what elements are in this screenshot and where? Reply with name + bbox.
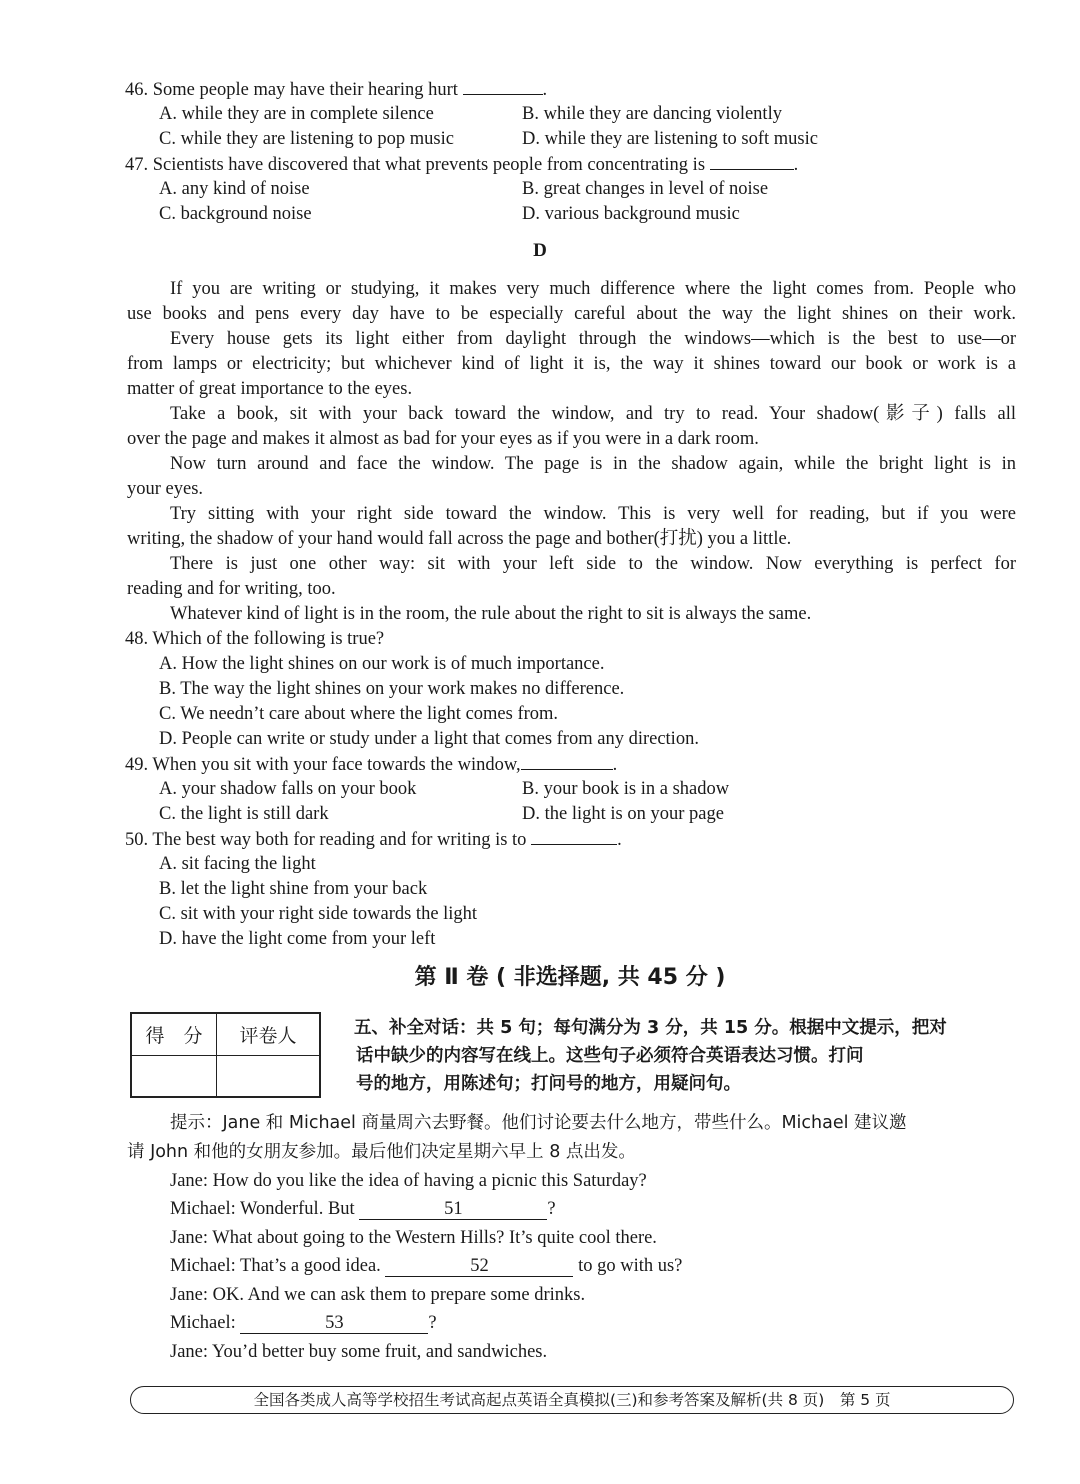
passage-line: Whatever kind of light is in the room, the rule about the right to sit is always the same. [170,604,812,624]
hint-line: 请 John 和他的女朋友参加。最后他们决定星期六早上 8 点出发。 [127,1142,636,1162]
answer-blank [463,77,543,95]
question-50-stem: 50. The best way both for reading and for writing is to . [125,827,622,852]
instruction-line: 五、补全对话：共 5 句；每句满分为 3 分，共 15 分。根据中文提示，把对 [354,1018,947,1038]
passage-line: If you are writing or studying, it makes very much difference where the light comes from. People who [170,279,1016,299]
q50-option-c: C. sit with your right side towards the light [159,904,478,924]
answer-blank [710,152,794,170]
passage-line: use books and pens every day have to be especially careful about the way the light shines on their work. [127,304,1016,324]
q46-option-a: A. while they are in complete silence [159,104,434,124]
blank-53[interactable]: 53 [240,1313,428,1334]
dialogue-line: Jane: What about going to the Western Hills? It’s quite cool there. [170,1228,657,1248]
blank-52[interactable]: 52 [385,1256,573,1277]
answer-blank [531,827,617,845]
q46-option-c: C. while they are listening to pop music [159,129,454,149]
q48-option-d: D. People can write or study under a light that comes from any direction. [159,729,699,749]
score-table [130,1012,321,1098]
q47-option-c: C. background noise [159,204,312,224]
dialogue-line-53: Michael: 53 ? [170,1313,437,1333]
q48-option-b: B. The way the light shines on your work makes no difference. [159,679,625,699]
score-label: 得 分 [131,1013,217,1055]
section-title: 第 Ⅱ 卷 ( 非选择题, 共 45 分 ) [414,965,726,990]
score-cell [131,1055,217,1097]
q46-option-b: B. while they are dancing violently [522,104,782,124]
passage-line: your eyes. [127,479,204,499]
grader-cell [217,1055,321,1097]
passage-line: Every house gets its light either from daylight through the windows—which is the best to use—or [170,329,1016,349]
dialogue-line: Jane: You’d better buy some fruit, and sandwiches. [170,1342,548,1362]
q49-option-c: C. the light is still dark [159,804,329,824]
q48-option-c: C. We needn’t care about where the light comes from. [159,704,559,724]
passage-line: There is just one other way: sit with your left side to the window. Now everything is perfect for [170,554,1016,574]
question-48-stem: 48. Which of the following is true? [125,629,385,649]
grader-label: 评卷人 [217,1013,321,1055]
q49-option-a: A. your shadow falls on your book [159,779,417,799]
q50-option-d: D. have the light come from your left [159,929,436,949]
q47-option-d: D. various background music [522,204,740,224]
q49-option-d: D. the light is on your page [522,804,724,824]
q47-option-b: B. great changes in level of noise [522,179,769,199]
dialogue-line-52: Michael: That’s a good idea. 52 to go with us? [170,1256,683,1276]
passage-line: Now turn around and face the window. The page is in the shadow again, while the bright light is in [170,454,1016,474]
passage-line: Take a book, sit with your back toward the window, and try to read. Your shadow(影子) falls all [170,404,1016,424]
q50-option-b: B. let the light shine from your back [159,879,428,899]
passage-heading: D [533,240,547,261]
q49-option-b: B. your book is in a shadow [522,779,730,799]
question-49-stem: 49. When you sit with your face towards the window, . [125,752,617,777]
passage-line: Try sitting with your right side toward the window. This is very well for reading, but if you were [170,504,1016,524]
question-47-stem: 47. Scientists have discovered that what prevents people from concentrating is . [125,152,798,177]
dialogue-line: Jane: How do you like the idea of having a picnic this Saturday? [170,1171,647,1191]
passage-line: over the page and makes it almost as bad for your eyes as if you were in a dark room. [127,429,759,449]
q46-option-d: D. while they are listening to soft music [522,129,818,149]
dialogue-line-51: Michael: Wonderful. But 51 ? [170,1199,556,1219]
answer-blank [521,752,613,770]
q48-option-a: A. How the light shines on our work is of much importance. [159,654,605,674]
passage-line: writing, the shadow of your hand would fall across the page and bother(打扰) you a little. [127,529,792,549]
instruction-line: 话中缺少的内容写在线上。这些句子必须符合英语表达习惯。打问 [356,1046,864,1066]
page-footer: 全国各类成人高等学校招生考试高起点英语全真模拟(三)和参考答案及解析(共 8 页) 第 5 页 [130,1386,1014,1414]
instruction-line: 号的地方，用陈述句；打问号的地方，用疑问句。 [356,1074,741,1094]
question-46-stem: 46. Some people may have their hearing hurt . [125,77,547,102]
passage-line: from lamps or electricity; but whichever kind of light it is, the way it shines toward our book or work is a [127,354,1016,374]
q47-option-a: A. any kind of noise [159,179,310,199]
passage-line: matter of great importance to the eyes. [127,379,413,399]
hint-line: 提示：Jane 和 Michael 商量周六去野餐。他们讨论要去什么地方，带些什么。Michael 建议邀 [170,1113,907,1133]
q50-option-a: A. sit facing the light [159,854,316,874]
dialogue-line: Jane: OK. And we can ask them to prepare some drinks. [170,1285,586,1305]
blank-51[interactable]: 51 [359,1199,547,1220]
passage-line: reading and for writing, too. [127,579,336,599]
